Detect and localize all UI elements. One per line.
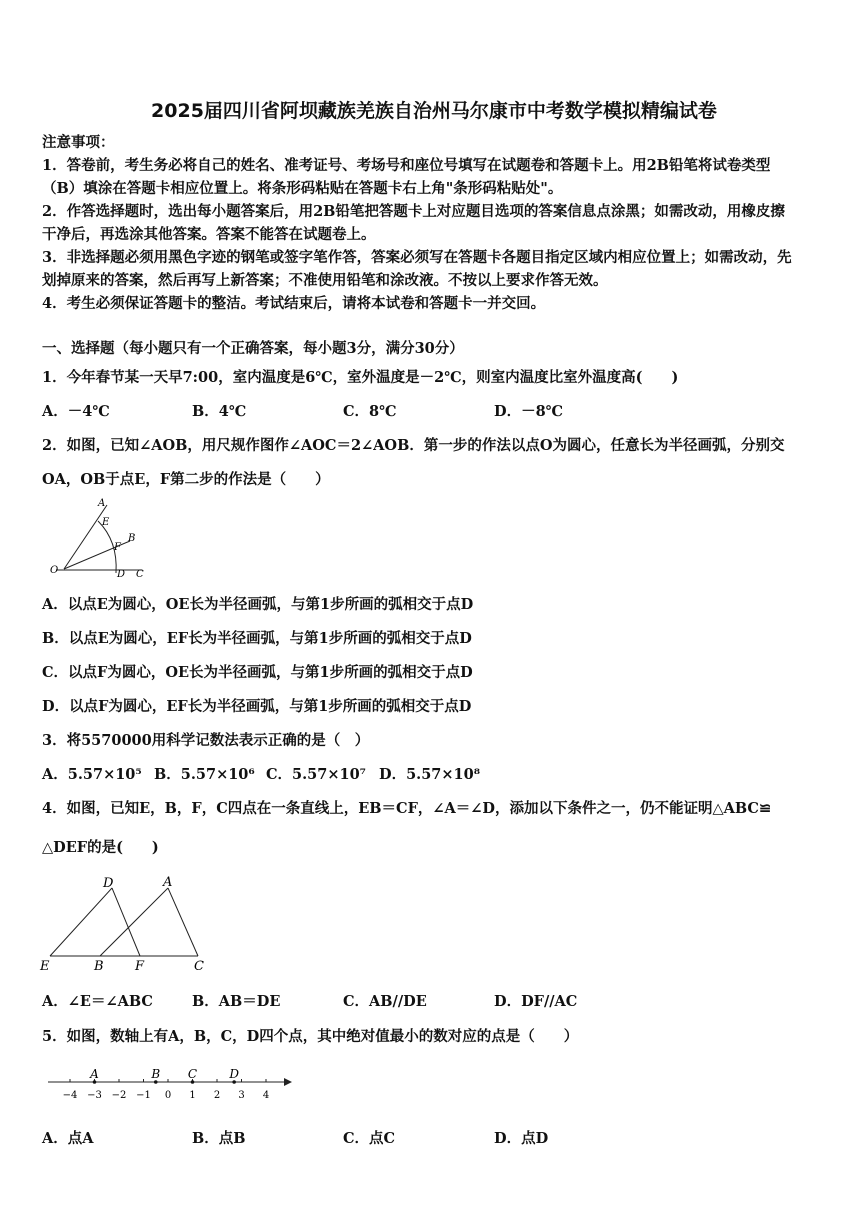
notice-line-1b: （B）填涂在答题卡相应位置上。将条形码粘贴在答题卡右上角"条形码粘贴处"。 [42, 180, 563, 197]
tick-label: 1 [189, 1090, 196, 1101]
label-c: C [136, 569, 144, 580]
q3-option-b: B．5.57×10⁶ [154, 766, 255, 783]
q1-option-b: B．4℃ [192, 403, 247, 420]
q5-number-line [42, 1062, 302, 1106]
notice-line-4: 4．考生必须保证答题卡的整洁。考试结束后，请将本试卷和答题卡一并交回。 [42, 295, 546, 312]
page-title: 2025届四川省阿坝藏族羌族自治州马尔康市中考数学模拟精编试卷 [151, 100, 717, 122]
q3-option-d: D．5.57×10⁸ [379, 766, 481, 783]
label-f: F [114, 542, 121, 553]
section-heading: 一、选择题（每小题只有一个正确答案，每小题3分，满分30分） [42, 340, 464, 357]
q2-option-d: D．以点F为圆心，EF长为半径画弧，与第1步所画的弧相交于点D [42, 698, 472, 715]
label-b: B [128, 533, 136, 544]
q5-option-a: A．点A [42, 1130, 94, 1147]
label-f: F [135, 959, 145, 972]
label-b: B [94, 959, 104, 972]
q4-stem-line2: △DEF的是( ) [42, 839, 159, 856]
q2-stem-line1: 2．如图，已知∠AOB，用尺规作图作∠AOC＝2∠AOB．第一步的作法以点O为圆心，任意长为半径画弧，分别交 [42, 437, 785, 454]
q4-option-c: C．AB//DE [343, 993, 427, 1010]
tick-label: 0 [164, 1090, 172, 1101]
point-label-d: D [229, 1067, 239, 1081]
q5-option-c: C．点C [343, 1130, 396, 1147]
q3-option-c: C．5.57×10⁷ [266, 766, 367, 783]
label-c: C [194, 959, 204, 972]
q5-option-b: B．点B [192, 1130, 246, 1147]
q2-option-c: C．以点F为圆心，OE长为半径画弧，与第1步所画的弧相交于点D [42, 664, 473, 681]
q5-stem: 5．如图，数轴上有A，B，C，D四个点，其中绝对值最小的数对应的点是（ ） [42, 1028, 579, 1045]
q2-option-b: B．以点E为圆心，EF长为半径画弧，与第1步所画的弧相交于点D [42, 630, 472, 647]
q4-option-b: B．AB＝DE [192, 993, 281, 1010]
q1-stem: 1．今年春节某一天早7:00，室内温度是6℃，室外温度是－2℃，则室内温度比室外温度高( ) [42, 369, 679, 386]
q4-option-d: D．DF//AC [494, 993, 578, 1010]
notice-heading: 注意事项： [42, 134, 115, 151]
q2-stem-line2: OA，OB于点E，F第二步的作法是（ ） [42, 471, 330, 488]
axis-arrow [284, 1078, 292, 1086]
q2-option-a: A．以点E为圆心，OE长为半径画弧，与第1步所画的弧相交于点D [42, 596, 474, 613]
point-label-b: B [151, 1067, 161, 1081]
label-d: D [103, 876, 114, 891]
notice-line-3a: 3．非选择题必须用黑色字迹的钢笔或签字笔作答，答案必须写在答题卡各题目指定区域内相应位置上；如需改动，先 [42, 249, 792, 266]
notice-line-2b: 干净后，再选涂其他答案。答案不能答在试题卷上。 [42, 226, 376, 243]
tick-label: 2 [213, 1090, 221, 1101]
point-label-c: C [187, 1067, 198, 1081]
tick-label: −2 [111, 1090, 127, 1101]
q3-option-a: A．5.57×10⁵ [42, 766, 142, 783]
q5-option-d: D．点D [494, 1130, 549, 1147]
point-label-a: A [90, 1067, 99, 1081]
q2-angle-figure [42, 493, 162, 583]
q4-option-a: A．∠E＝∠ABC [42, 993, 153, 1010]
notice-line-2a: 2．作答选择题时，选出每小题答案后，用2B铅笔把答题卡上对应题目选项的答案信息点涂黑；如需改动，用橡皮擦 [42, 203, 785, 220]
side-ba [100, 888, 168, 956]
tick-label: −3 [87, 1090, 102, 1101]
side-ac [168, 888, 198, 956]
side-df [112, 888, 140, 956]
tick-label: 3 [238, 1090, 245, 1101]
label-e: E [102, 517, 110, 528]
label-a: A [163, 875, 173, 890]
q4-stem-line1: 4．如图，已知E，B，F，C四点在一条直线上，EB＝CF，∠A＝∠D，添加以下条件之一，仍不能证明△ABC≌ [42, 800, 772, 817]
q1-option-c: C．8℃ [343, 403, 397, 420]
label-o: O [50, 565, 59, 576]
side-ed [50, 888, 112, 956]
label-e: E [40, 959, 50, 972]
q3-stem: 3．将5570000用科学记数法表示正确的是（ ） [42, 732, 370, 749]
q1-option-d: D．－8℃ [494, 403, 564, 420]
notice-line-3b: 划掉原来的答案，然后再写上新答案；不准使用铅笔和涂改液。不按以上要求作答无效。 [42, 272, 608, 289]
notice-line-1a: 1．答卷前，考生务必将自己的姓名、准考证号、考场号和座位号填写在试题卷和答题卡上。用2B铅笔将试卷类型 [42, 157, 771, 174]
tick-label: −4 [62, 1090, 78, 1101]
label-a: A [98, 498, 106, 509]
tick-label: 4 [262, 1090, 270, 1101]
label-d: D [117, 569, 126, 580]
q1-option-a: A．－4℃ [42, 403, 110, 420]
q4-triangles-figure [36, 872, 216, 972]
tick-label: −1 [136, 1090, 151, 1101]
